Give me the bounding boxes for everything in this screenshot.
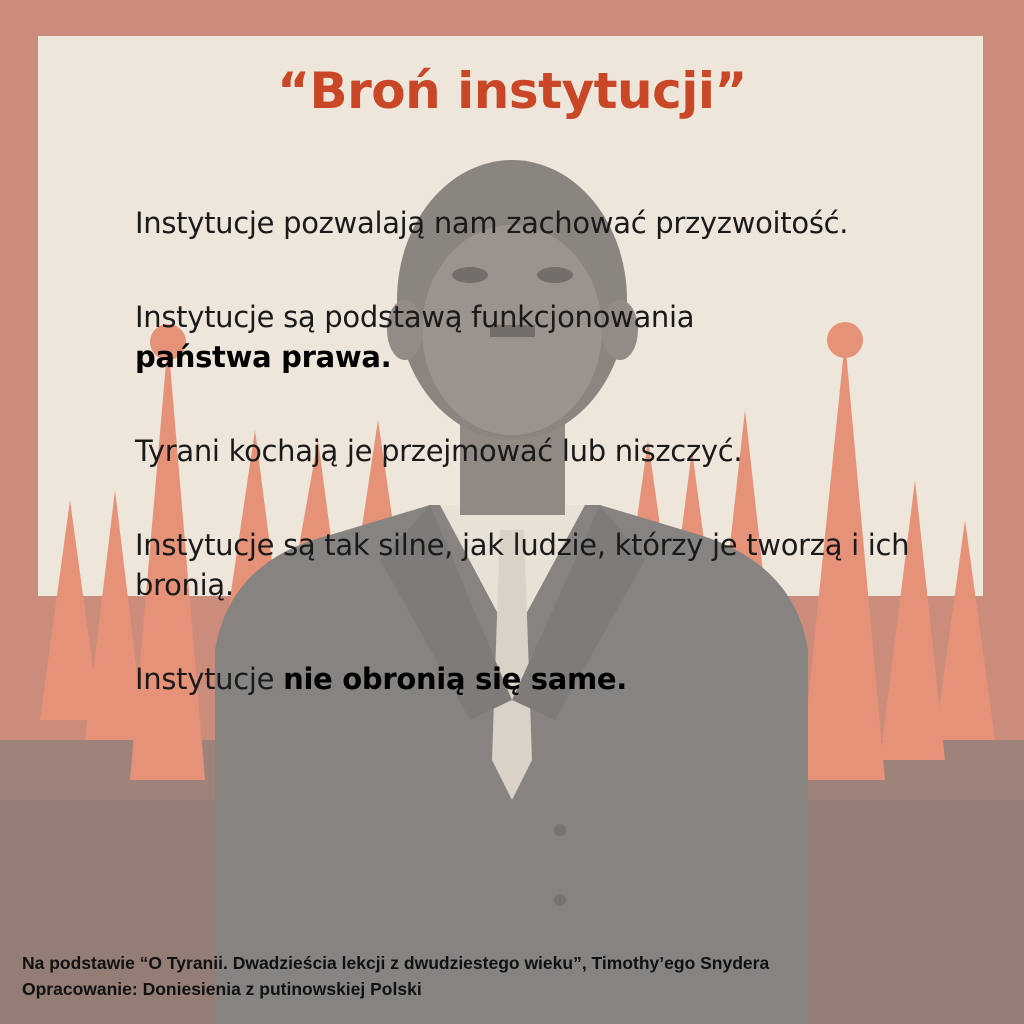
source-credit xyxy=(22,950,1012,1002)
main-text xyxy=(135,203,955,753)
paragraph-2-bold: państwa prawa. xyxy=(135,340,392,374)
author-line: Opracowanie: Doniesienia z putinowskiej Polski xyxy=(22,979,422,999)
paragraph-3 xyxy=(135,431,955,471)
paragraph-5 xyxy=(135,659,955,699)
source-line: Na podstawie “O Tyranii. Dwadzieścia lekcji z dwudziestego wieku”, Timothy’ego Snydera xyxy=(22,953,770,973)
paragraph-2 xyxy=(135,297,955,377)
paragraph-2-text: Instytucje są podstawą funkcjonowania xyxy=(135,300,695,334)
paragraph-4 xyxy=(135,525,955,605)
paragraph-1-text: Instytucje pozwalają nam zachować przyzwoitość. xyxy=(135,206,849,240)
paragraph-1 xyxy=(135,203,955,243)
page-title: “Broń instytucji” xyxy=(277,62,747,120)
paragraph-5-text: Instytucje xyxy=(135,662,275,696)
paragraph-4-text: Instytucje są tak silne, jak ludzie, którzy je tworzą i ich bronią. xyxy=(135,528,910,602)
paragraph-3-text: Tyrani kochają je przejmować lub niszczyć. xyxy=(135,434,743,468)
paragraph-5-bold: nie obronią się same. xyxy=(283,662,628,696)
